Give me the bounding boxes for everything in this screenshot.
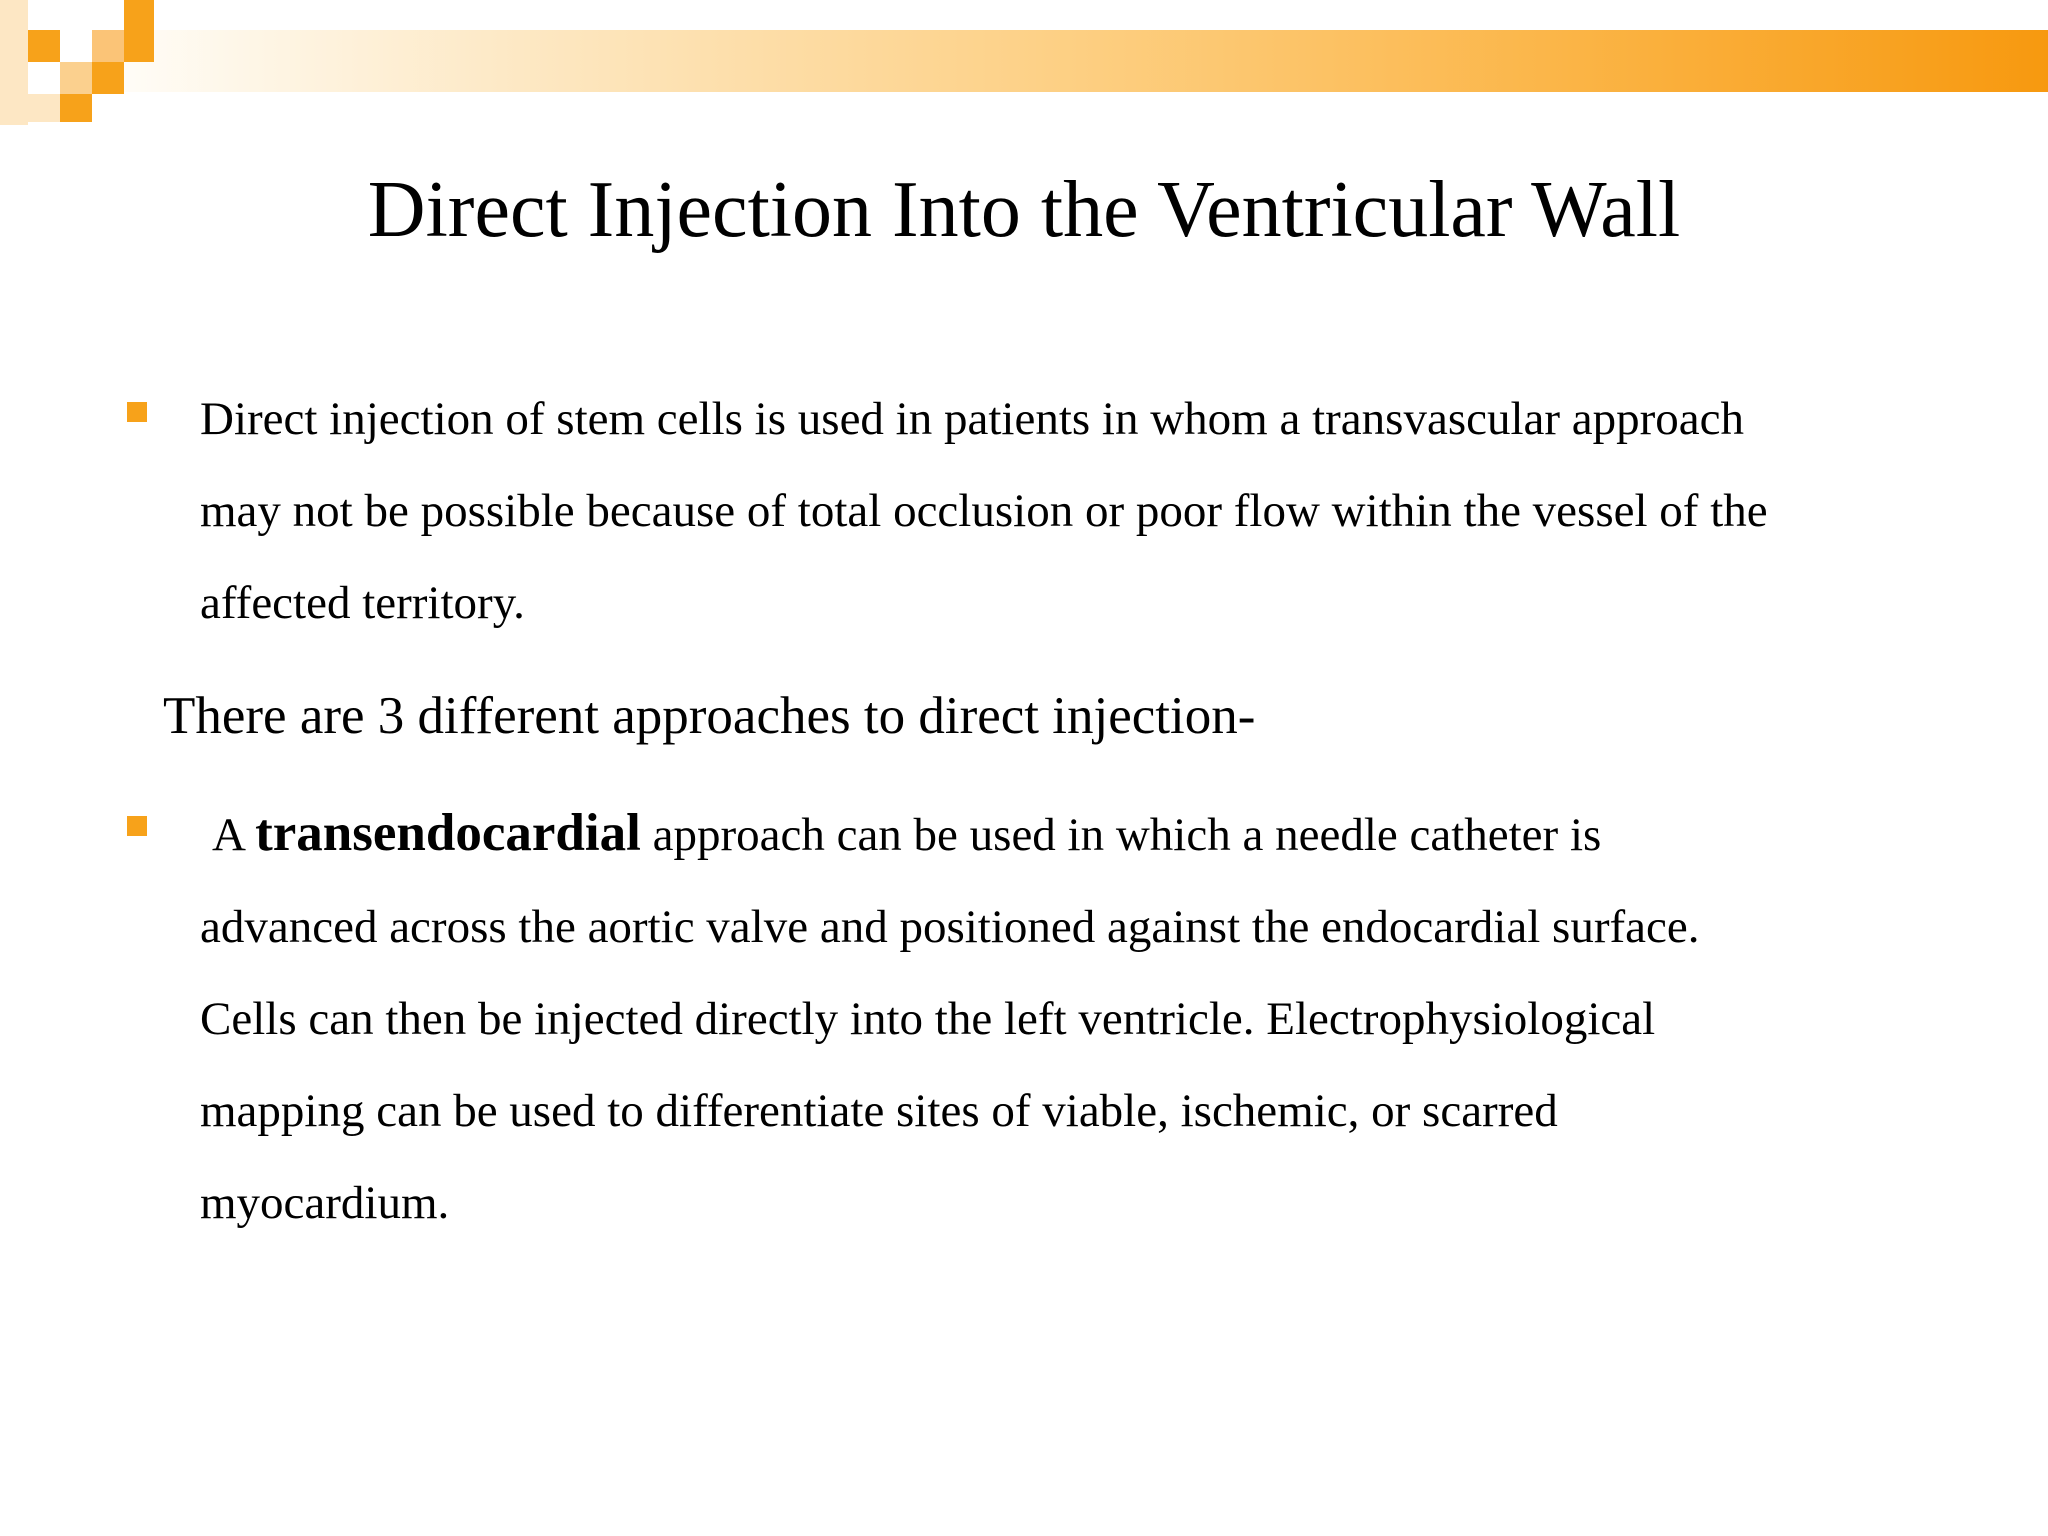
bullet-paragraph-1	[200, 373, 1960, 649]
bold-term-transendocardial: transendocardial	[255, 804, 641, 862]
bullet-2-lead: A	[212, 809, 244, 861]
approaches-intro-line: There are 3 different approaches to direct injection-	[163, 687, 1256, 745]
bullet-2-line-3: Cells can then be injected directly into the left ventricle. Electrophysiological	[200, 993, 1656, 1045]
bullet-1-line-3: affected territory.	[200, 577, 525, 629]
bullet-2-line-1	[200, 787, 1960, 881]
checker-logo-icon	[0, 0, 160, 125]
bullet-2-line-2: advanced across the aortic valve and positioned against the endocardial surface.	[200, 901, 1700, 953]
slide-title: Direct Injection Into the Ventricular Wall	[367, 166, 1681, 254]
bullet-2-line-4: mapping can be used to differentiate sites of viable, ischemic, or scarred	[200, 1085, 1558, 1137]
bullet-2-line-5: myocardium.	[200, 1177, 450, 1229]
bullet-square-icon	[127, 402, 147, 422]
bullet-1-line-1: Direct injection of stem cells is used in patients in whom a transvascular approach	[200, 393, 1745, 445]
bullet-paragraph-2	[200, 787, 1960, 1249]
bullet-2-line-1-rest: approach can be used in which a needle catheter is	[652, 809, 1602, 861]
bullet-square-icon	[127, 816, 147, 836]
bullet-1-line-2: may not be possible because of total occlusion or poor flow within the vessel of the	[200, 485, 1768, 537]
header-gradient-bar	[115, 30, 2048, 92]
